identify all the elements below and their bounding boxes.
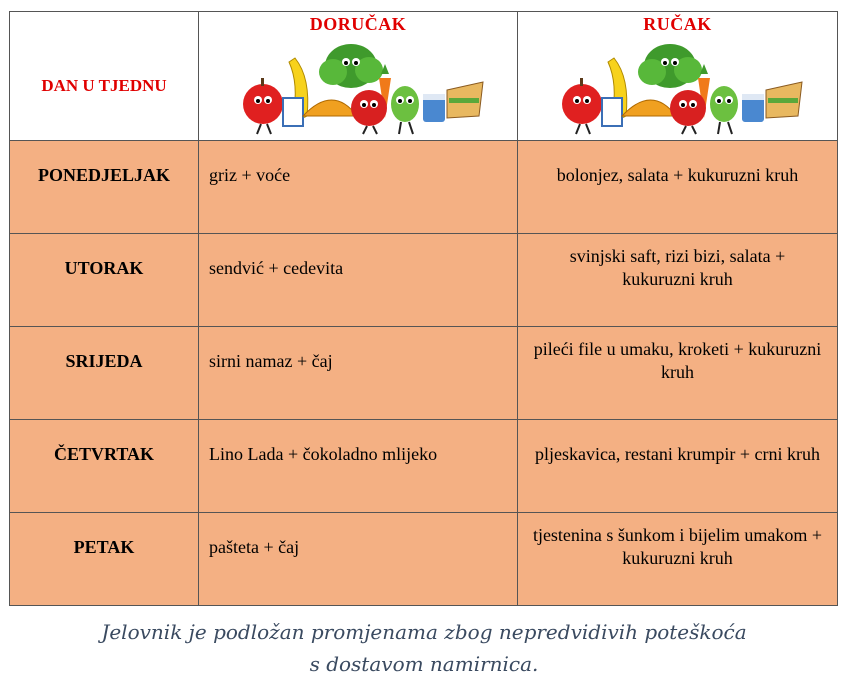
menu-table (9, 11, 838, 606)
header-lunch-label: RUČAK (643, 14, 712, 34)
breakfast-cell (199, 234, 518, 327)
lunch-cell (518, 141, 838, 234)
table-row (10, 141, 838, 234)
lunch-text: pljeskavica, restani krumpir + crni kruh (534, 443, 821, 464)
day-cell (10, 513, 199, 606)
lunch-cell (518, 234, 838, 327)
lunch-text: svinjski saft, rizi bizi, salata + kukuruzni kruh (569, 246, 786, 289)
header-day-cell (10, 12, 199, 141)
day-label: ČETVRTAK (53, 443, 155, 464)
table-row (10, 420, 838, 513)
lunch-text: pileći file u umaku, kroketi + kukuruzni kruh (533, 339, 822, 382)
breakfast-text: pašteta + čaj (209, 536, 300, 557)
disclaimer-line-1: Jelovnik je podložan promjenama zbog nepredvidivih poteškoća (101, 620, 747, 644)
breakfast-text: sendvić + cedevita (209, 257, 344, 278)
lunch-text: tjestenina s šunkom i bijelim umakom + kukuruzni kruh (532, 525, 823, 568)
header-lunch-cell (518, 12, 838, 141)
day-label: UTORAK (64, 257, 144, 278)
lunch-text: bolonjez, salata + kukuruzni kruh (556, 164, 799, 185)
lunch-cell (518, 513, 838, 606)
lunch-cell (518, 327, 838, 420)
day-cell (10, 234, 199, 327)
breakfast-cell (199, 513, 518, 606)
breakfast-text: Lino Lada + čokoladno mlijeko (209, 443, 438, 464)
table-row (10, 327, 838, 420)
breakfast-cell (199, 141, 518, 234)
vegetables-illustration-icon (233, 38, 493, 136)
lunch-cell (518, 420, 838, 513)
header-breakfast-cell (199, 12, 518, 141)
day-cell (10, 327, 199, 420)
day-label: SRIJEDA (65, 350, 143, 371)
table-row (10, 513, 838, 606)
table-row (10, 234, 838, 327)
day-cell (10, 420, 199, 513)
header-day-label: DAN U TJEDNU (41, 76, 167, 95)
vegetables-illustration-icon (552, 38, 812, 136)
day-label: PONEDJELJAK (37, 164, 170, 185)
disclaimer-line-2: s dostavom namirnica. (309, 652, 539, 676)
breakfast-text: griz + voće (209, 164, 291, 185)
header-breakfast-label: DORUČAK (309, 14, 407, 34)
breakfast-cell (199, 420, 518, 513)
day-cell (10, 141, 199, 234)
breakfast-cell (199, 327, 518, 420)
day-label: PETAK (73, 536, 135, 557)
breakfast-text: sirni namaz + čaj (209, 350, 333, 371)
header-row (10, 12, 838, 141)
